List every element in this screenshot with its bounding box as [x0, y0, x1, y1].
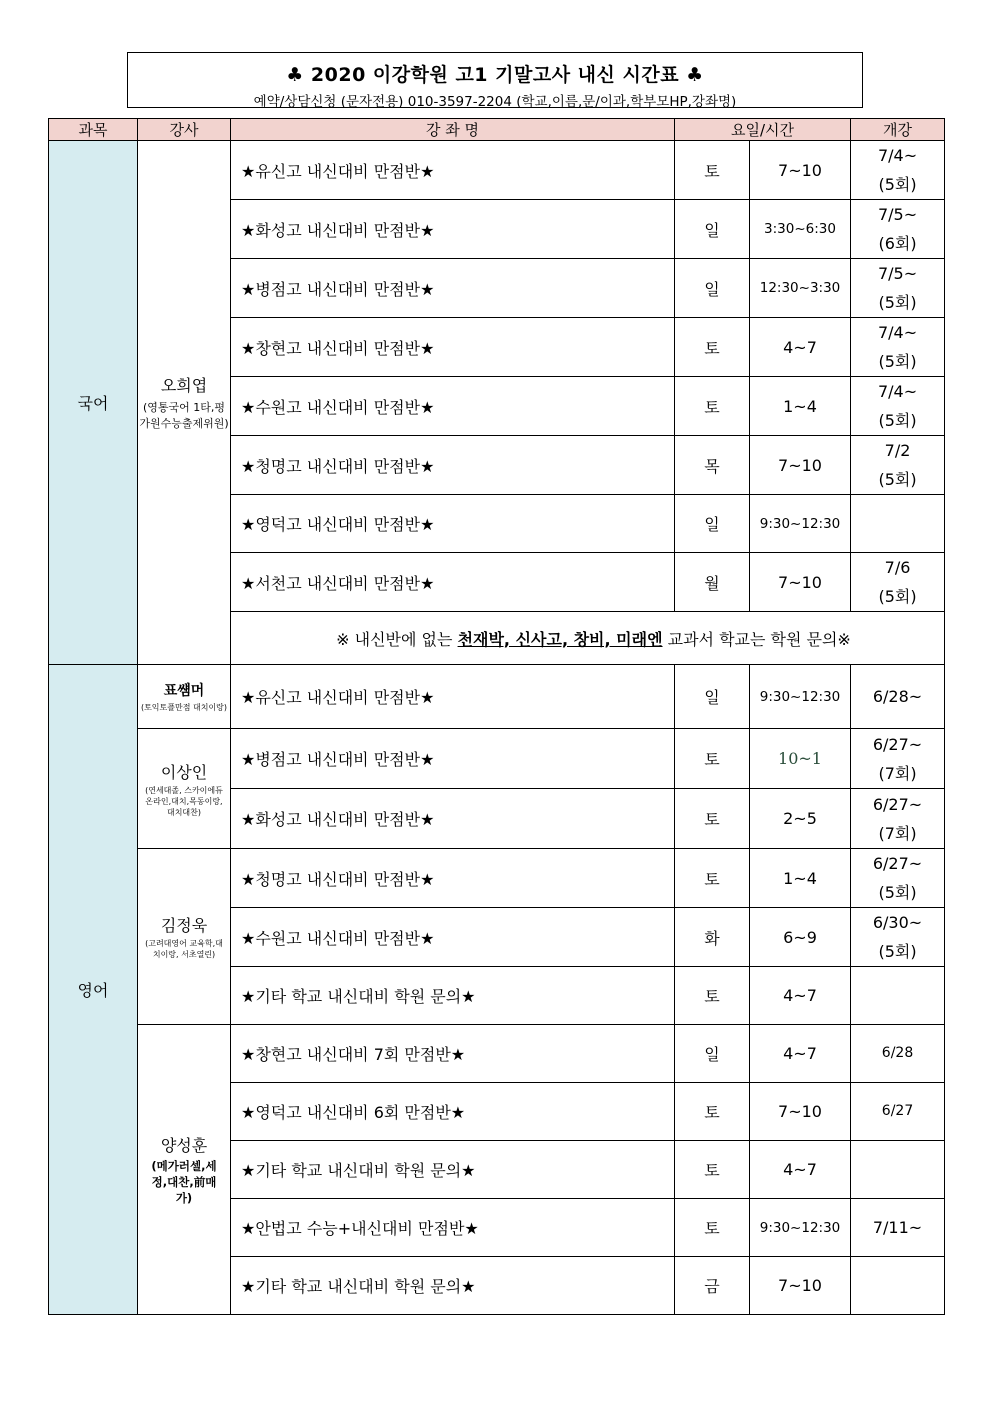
open-cell [851, 967, 945, 1025]
time-cell: 3:30~6:30 [750, 200, 851, 259]
time-cell: 1~4 [750, 377, 851, 436]
table-row [49, 729, 945, 789]
teacher-cell [138, 665, 231, 729]
day-cell: 토 [675, 377, 750, 436]
day-cell: 토 [675, 729, 750, 789]
open-cell [851, 495, 945, 553]
time-cell: 2~5 [750, 789, 851, 849]
teacher-cell [138, 1025, 231, 1315]
subject-english: 영어 [49, 665, 138, 1315]
open-cell: 6/28~ [851, 665, 945, 729]
open-cell [851, 1257, 945, 1315]
open-cell: 7/4~ (5회) [851, 318, 945, 377]
course-name: ★창현고 내신대비 7회 만점반★ [231, 1025, 675, 1083]
teacher-name: 김정욱 [160, 916, 208, 935]
course-name: ★수원고 내신대비 만점반★ [231, 908, 675, 967]
teacher-desc: (고려대영어 교육학,대치이랑, 서초열린) [145, 939, 223, 959]
table-row [49, 665, 945, 729]
day-cell: 목 [675, 436, 750, 495]
open-cell: 7/5~ (5회) [851, 259, 945, 318]
course-name: ★서천고 내신대비 만점반★ [231, 553, 675, 612]
open-cell: 6/30~ (5회) [851, 908, 945, 967]
title-box [127, 52, 863, 108]
day-cell: 일 [675, 259, 750, 318]
day-cell: 토 [675, 849, 750, 908]
page-subtitle: 예약/상담신청 (문자전용) 010-3597-2204 (학교,이름,문/이과,학부모HP,강좌명) [253, 94, 737, 110]
time-cell: 6~9 [750, 908, 851, 967]
day-cell: 토 [675, 1083, 750, 1141]
header-daytime: 요일/시간 [675, 119, 851, 141]
day-cell: 월 [675, 553, 750, 612]
header-subject: 과목 [49, 119, 138, 141]
course-name: ★청명고 내신대비 만점반★ [231, 849, 675, 908]
time-cell: 9:30~12:30 [750, 495, 851, 553]
table-row [49, 1025, 945, 1083]
day-cell: 토 [675, 318, 750, 377]
day-cell: 토 [675, 1141, 750, 1199]
open-cell: 6/28 [851, 1025, 945, 1083]
time-cell: 4~7 [750, 967, 851, 1025]
day-cell: 일 [675, 1025, 750, 1083]
open-cell: 6/27 [851, 1083, 945, 1141]
time-cell: 4~7 [750, 1141, 851, 1199]
day-cell: 일 [675, 495, 750, 553]
day-cell: 토 [675, 1199, 750, 1257]
teacher-cell [138, 141, 231, 665]
time-cell: 4~7 [750, 1025, 851, 1083]
day-cell: 토 [675, 141, 750, 200]
page-title: ♣ 2020 이강학원 고1 기말고사 내신 시간표 ♣ [286, 64, 704, 86]
subject-korean: 국어 [49, 141, 138, 665]
course-name: ★화성고 내신대비 만점반★ [231, 200, 675, 259]
course-name: ★수원고 내신대비 만점반★ [231, 377, 675, 436]
open-cell: 6/27~ (7회) [851, 729, 945, 789]
time-cell: 4~7 [750, 318, 851, 377]
day-cell: 토 [675, 967, 750, 1025]
open-cell [851, 1141, 945, 1199]
day-cell: 일 [675, 200, 750, 259]
table-row [49, 141, 945, 200]
note-cell: ※ 내신반에 없는 천재박, 신사고, 창비, 미래엔 교과서 학교는 학원 문의※ [231, 612, 945, 665]
table-row [49, 849, 945, 908]
open-cell: 7/11~ [851, 1199, 945, 1257]
schedule-table [48, 118, 945, 1315]
day-cell: 금 [675, 1257, 750, 1315]
course-name: ★안법고 수능+내신대비 만점반★ [231, 1199, 675, 1257]
teacher-name: 오희엽 [160, 376, 208, 395]
open-cell: 6/27~ (7회) [851, 789, 945, 849]
teacher-cell [138, 849, 231, 1025]
teacher-name: 표썜머 [163, 683, 205, 699]
course-name: ★화성고 내신대비 만점반★ [231, 789, 675, 849]
course-name: ★기타 학교 내신대비 학원 문의★ [231, 1141, 675, 1199]
course-name: ★청명고 내신대비 만점반★ [231, 436, 675, 495]
open-cell: 7/6 (5회) [851, 553, 945, 612]
teacher-desc: (메가러셀,세정,대찬,前매가) [151, 1159, 217, 1205]
open-cell: 7/4~ (5회) [851, 377, 945, 436]
course-name: ★기타 학교 내신대비 학원 문의★ [231, 967, 675, 1025]
note-textbooks: 천재박, 신사고, 창비, 미래엔 [457, 629, 663, 649]
teacher-desc: (토익토플만점 대치이랑) [140, 703, 228, 712]
course-name: ★영덕고 내신대비 만점반★ [231, 495, 675, 553]
course-name: ★창현고 내신대비 만점반★ [231, 318, 675, 377]
time-cell: 9:30~12:30 [750, 665, 851, 729]
header-teacher: 강사 [138, 119, 231, 141]
teacher-desc: (영통국어 1타,평가원수능출제위원) [139, 401, 229, 430]
open-cell: 7/5~ (6회) [851, 200, 945, 259]
day-cell: 토 [675, 789, 750, 849]
course-name: ★병점고 내신대비 만점반★ [231, 729, 675, 789]
open-cell: 7/2 (5회) [851, 436, 945, 495]
course-name: ★유신고 내신대비 만점반★ [231, 141, 675, 200]
day-cell: 화 [675, 908, 750, 967]
time-cell: 7~10 [750, 141, 851, 200]
open-cell: 6/27~ (5회) [851, 849, 945, 908]
header-row [49, 119, 945, 141]
teacher-name: 양성훈 [160, 1136, 208, 1155]
course-name: ★유신고 내신대비 만점반★ [231, 665, 675, 729]
time-cell: 9:30~12:30 [750, 1199, 851, 1257]
time-cell: 7~10 [750, 1083, 851, 1141]
time-cell: 7~10 [750, 436, 851, 495]
teacher-desc: (연세대졸, 스카이에듀온라인,대치,목동이랑,대치대찬) [145, 785, 223, 817]
open-cell: 7/4~ (5회) [851, 141, 945, 200]
time-cell: 7~10 [750, 1257, 851, 1315]
course-name: ★영덕고 내신대비 6회 만점반★ [231, 1083, 675, 1141]
time-cell: 10~1 [750, 729, 851, 789]
header-course: 강 좌 명 [231, 119, 675, 141]
teacher-cell [138, 729, 231, 849]
day-cell: 일 [675, 665, 750, 729]
time-cell: 7~10 [750, 553, 851, 612]
header-open: 개강 [851, 119, 945, 141]
time-cell: 12:30~3:30 [750, 259, 851, 318]
time-cell: 1~4 [750, 849, 851, 908]
course-name: ★병점고 내신대비 만점반★ [231, 259, 675, 318]
course-name: ★기타 학교 내신대비 학원 문의★ [231, 1257, 675, 1315]
teacher-name: 이상인 [160, 762, 208, 782]
